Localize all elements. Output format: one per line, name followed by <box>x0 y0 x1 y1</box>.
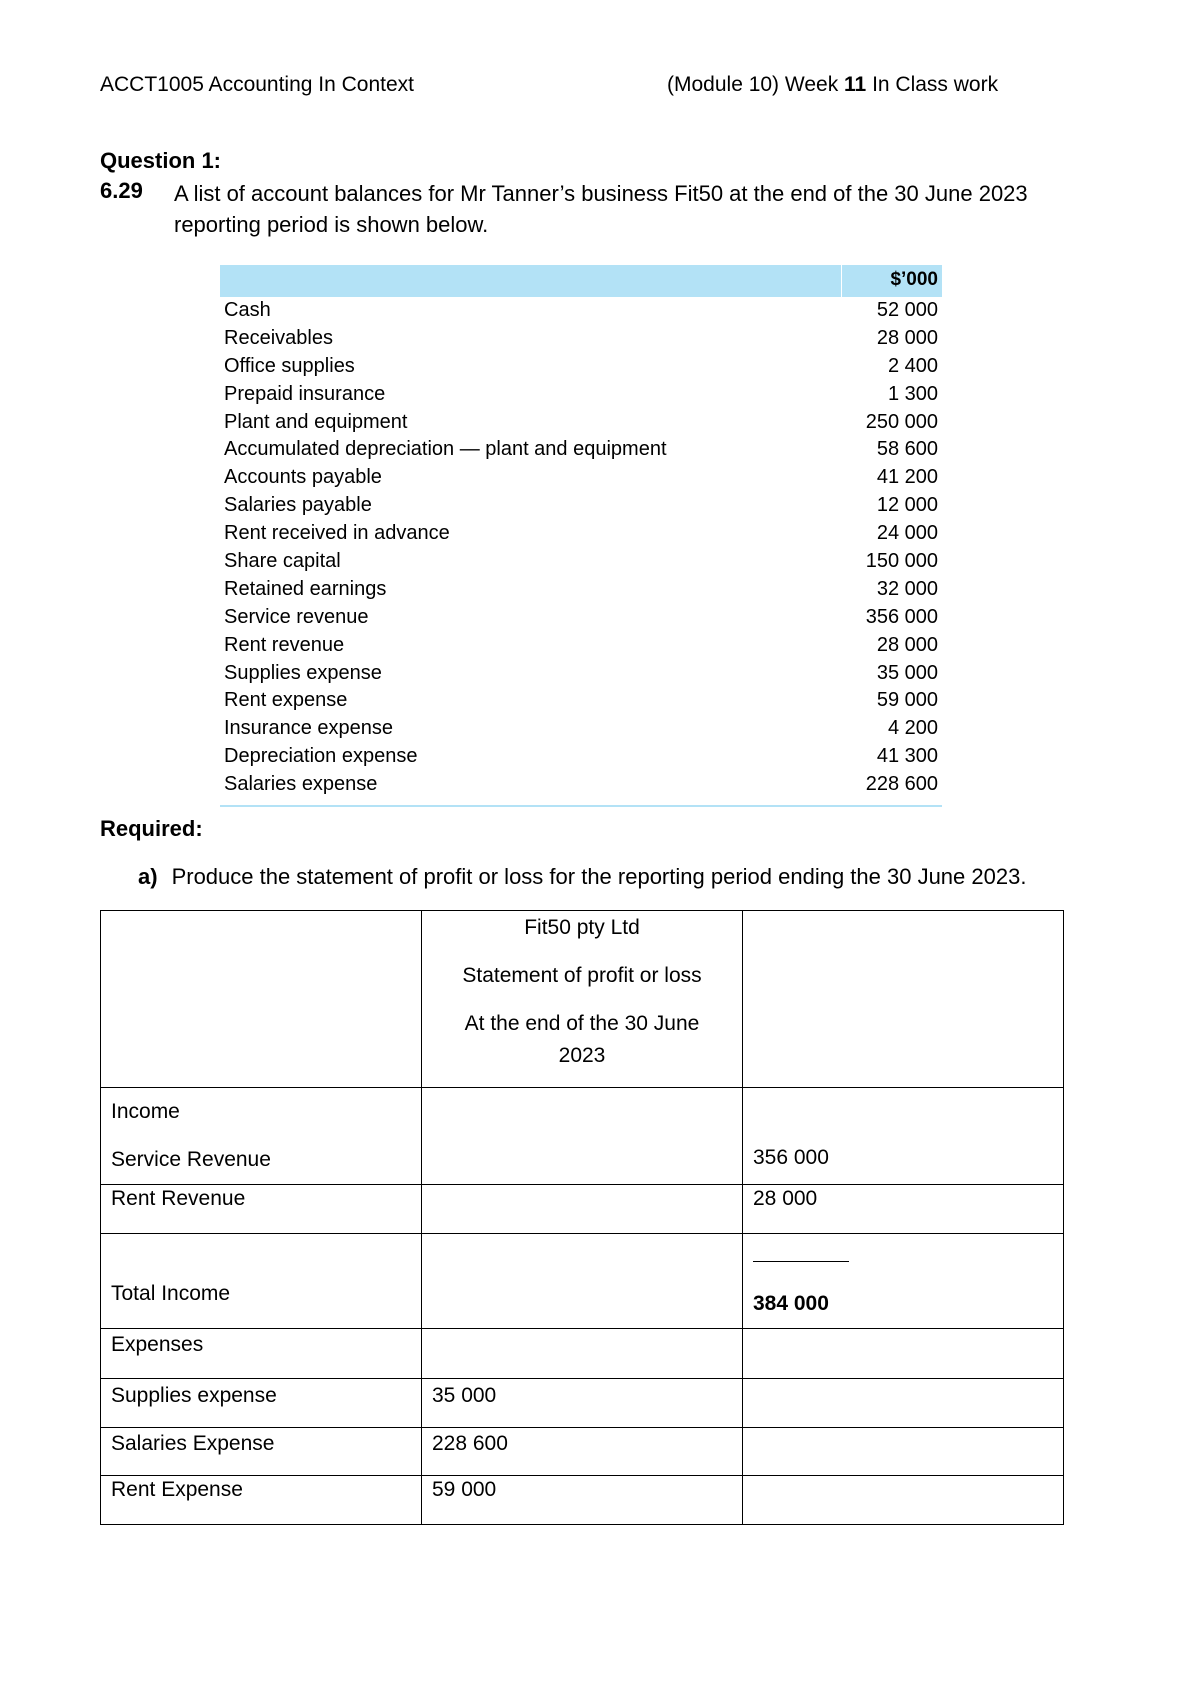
rent-expense-row <box>101 1476 1064 1525</box>
balance-row <box>220 325 942 353</box>
account-amount: 41 300 <box>876 745 938 768</box>
total-income-label: Total Income <box>101 1234 422 1329</box>
statement-title-row <box>101 911 1064 1088</box>
account-amount: 52 000 <box>876 299 938 321</box>
cell-empty <box>743 911 1064 1088</box>
cell-empty <box>422 1234 743 1329</box>
statement-period-line1: At the end of the 30 June <box>464 1012 700 1035</box>
account-name: Retained earnings <box>224 577 387 600</box>
cell-empty <box>422 1088 743 1185</box>
account-amount: 356 000 <box>865 605 938 628</box>
question-text: A list of account balances for Mr Tanner’s business Fit50 at the end of the 30 June 2023 reporting period is shown below. <box>174 181 1028 237</box>
balance-row <box>220 381 942 409</box>
module-prefix: (Module 10) Week <box>667 73 845 96</box>
account-amount: 28 000 <box>876 326 938 349</box>
balance-row <box>220 297 942 325</box>
cell-empty <box>743 1476 1064 1525</box>
account-name: Rent revenue <box>224 633 345 656</box>
account-name: Prepaid insurance <box>224 382 386 405</box>
account-name: Insurance expense <box>224 717 394 740</box>
account-name: Rent expense <box>224 689 348 712</box>
account-amount: 24 000 <box>876 522 938 545</box>
account-name: Salaries expense <box>224 773 378 796</box>
account-amount: 59 000 <box>876 689 938 712</box>
account-amount: 228 600 <box>865 773 938 796</box>
cell-empty <box>422 1185 743 1234</box>
balance-row <box>220 632 942 660</box>
account-amount: 58 600 <box>876 438 938 461</box>
service-revenue-label: Service Revenue <box>111 1148 271 1171</box>
required-heading: Required: <box>100 816 203 841</box>
balances-header-row <box>220 265 942 297</box>
expenses-heading: Expenses <box>101 1329 422 1379</box>
balances-rows <box>220 297 942 799</box>
account-amount: 28 000 <box>876 633 938 656</box>
income-cell <box>101 1088 422 1185</box>
cell-empty <box>422 1329 743 1379</box>
account-name: Office supplies <box>224 354 355 377</box>
account-amount: 4 200 <box>887 717 938 740</box>
salaries-expense-row <box>101 1428 1064 1476</box>
account-amount: 12 000 <box>876 494 938 517</box>
statement-period <box>432 1008 732 1072</box>
account-balances-table <box>220 265 942 807</box>
balance-row <box>220 576 942 604</box>
course-header: ACCT1005 Accounting In Context <box>100 73 415 96</box>
part-a-text: Produce the statement of profit or loss for the reporting period ending the 30 June 2023. <box>171 864 1027 889</box>
balance-row <box>220 687 942 715</box>
balance-row <box>220 520 942 548</box>
expenses-heading-row <box>101 1329 1064 1379</box>
rent-revenue-value: 28 000 <box>743 1185 1064 1234</box>
account-amount: 32 000 <box>876 577 938 600</box>
balance-row <box>220 771 942 799</box>
account-name: Accumulated depreciation — plant and equipment <box>224 438 667 461</box>
total-income-cell <box>743 1234 1064 1329</box>
account-name: Salaries payable <box>224 494 372 517</box>
account-name: Service revenue <box>224 605 369 628</box>
company-name: Fit50 pty Ltd <box>524 916 640 939</box>
cell-empty <box>743 1428 1064 1476</box>
account-name: Accounts payable <box>224 466 382 489</box>
account-name: Cash <box>224 299 271 321</box>
balance-row <box>220 604 942 632</box>
part-a <box>138 864 1026 890</box>
balance-row <box>220 353 942 381</box>
account-amount: 41 200 <box>876 466 938 489</box>
supplies-expense-label: Supplies expense <box>101 1379 422 1428</box>
header-divider <box>841 265 842 297</box>
balance-row <box>220 409 942 437</box>
module-header <box>667 73 998 97</box>
balance-row <box>220 464 942 492</box>
account-name: Share capital <box>224 550 341 573</box>
rent-revenue-label: Rent Revenue <box>101 1185 422 1234</box>
balance-row <box>220 436 942 464</box>
balance-row <box>220 715 942 743</box>
service-revenue-value: 356 000 <box>743 1088 1064 1185</box>
statement-period-line2: 2023 <box>558 1044 606 1067</box>
salaries-expense-label: Salaries Expense <box>101 1428 422 1476</box>
balance-row <box>220 548 942 576</box>
balance-row <box>220 492 942 520</box>
account-name: Supplies expense <box>224 661 382 684</box>
total-income-row <box>101 1234 1064 1329</box>
module-suffix: In Class work <box>866 73 999 96</box>
profit-loss-table <box>100 910 1064 1525</box>
balances-bottom-border <box>220 805 942 807</box>
question-number: 6.29 <box>100 178 143 203</box>
statement-name: Statement of profit or loss <box>462 964 702 987</box>
account-amount: 2 400 <box>887 354 938 377</box>
account-amount: 150 000 <box>865 550 938 573</box>
statement-title-cell <box>422 911 743 1088</box>
total-underline <box>753 1261 849 1262</box>
income-heading: Income <box>111 1100 180 1123</box>
cell-empty <box>101 911 422 1088</box>
service-revenue-row <box>101 1088 1064 1185</box>
salaries-expense-value: 228 600 <box>422 1428 743 1476</box>
supplies-expense-row <box>101 1379 1064 1428</box>
account-name: Plant and equipment <box>224 410 408 433</box>
cell-empty <box>743 1379 1064 1428</box>
account-name: Receivables <box>224 326 333 349</box>
balance-row <box>220 743 942 771</box>
rent-expense-label: Rent Expense <box>101 1476 422 1525</box>
account-amount: 250 000 <box>865 410 938 433</box>
cell-empty <box>743 1329 1064 1379</box>
module-week: 11 <box>844 73 867 96</box>
account-amount: 1 300 <box>887 382 938 405</box>
rent-revenue-row <box>101 1185 1064 1234</box>
account-name: Depreciation expense <box>224 745 418 768</box>
balances-column-header: $’000 <box>890 269 938 290</box>
part-a-label: a) <box>138 864 158 889</box>
total-income-value: 384 000 <box>753 1292 829 1315</box>
supplies-expense-value: 35 000 <box>422 1379 743 1428</box>
question-title: Question 1: <box>100 148 222 173</box>
account-amount: 35 000 <box>876 661 938 684</box>
rent-expense-value: 59 000 <box>422 1476 743 1525</box>
balance-row <box>220 660 942 688</box>
account-name: Rent received in advance <box>224 522 450 545</box>
